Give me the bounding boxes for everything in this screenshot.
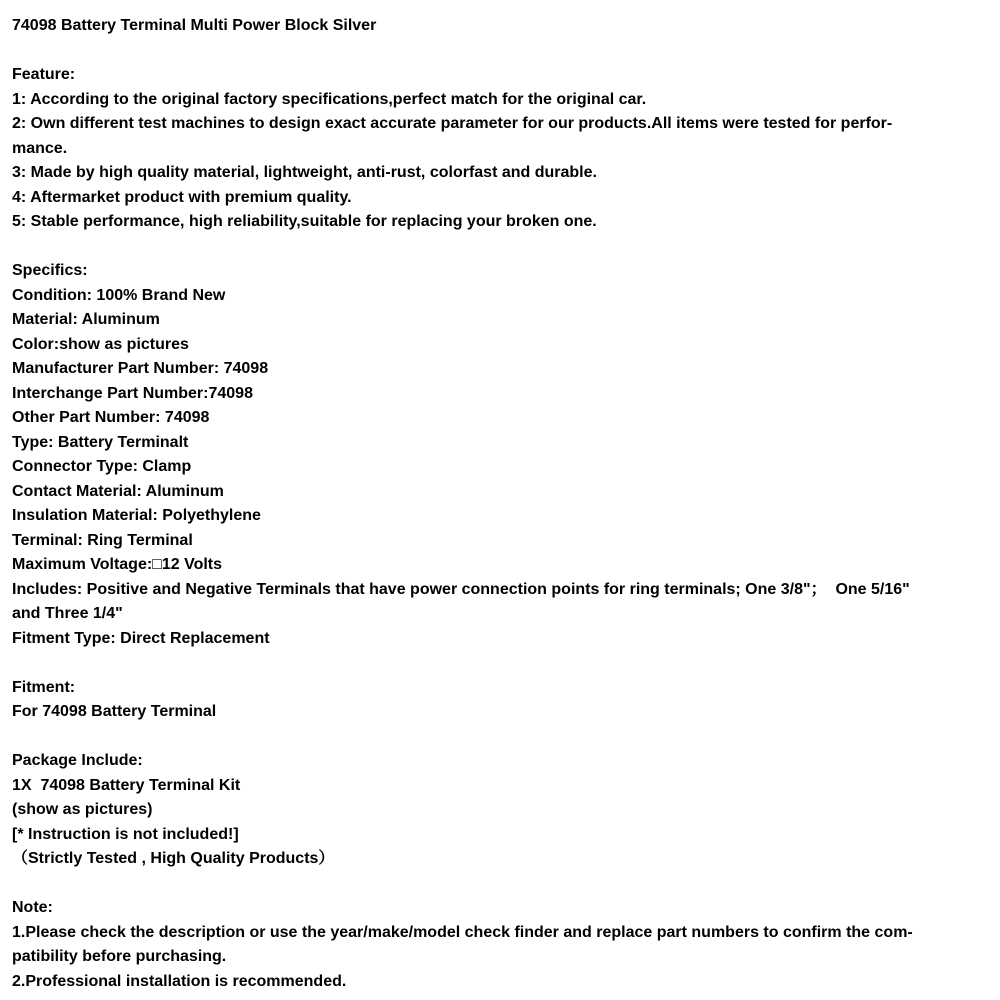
specifics-line: Other Part Number: 74098: [12, 409, 210, 426]
specifics-line: Insulation Material: Polyethylene: [12, 507, 261, 524]
section-heading-package: Package Include:: [12, 752, 143, 769]
feature-line: 1: According to the original factory specifications,perfect match for the original car.: [12, 90, 647, 108]
note-line: 2.Professional installation is recommended.: [12, 972, 347, 990]
specifics-line: Includes: Positive and Negative Terminals that have power connection points for ring terminals; One 3/8"； One 5/16": [12, 580, 910, 598]
specifics-line: Condition: 100% Brand New: [12, 286, 226, 304]
specifics-line: and Three 1/4": [12, 605, 123, 622]
section-feature: [12, 63, 990, 235]
section-heading-note: Note:: [12, 899, 53, 916]
feature-line: 5: Stable performance, high reliability,suitable for replacing your broken one.: [12, 213, 597, 230]
specifics-line: Interchange Part Number:74098: [12, 384, 253, 402]
note-line: patibility before purchasing.: [12, 948, 227, 965]
feature-line: mance.: [12, 139, 68, 157]
section-fitment: [12, 676, 990, 725]
package-line: [* Instruction is not included!]: [12, 825, 239, 843]
specifics-line: Manufacturer Part Number: 74098: [12, 360, 269, 377]
note-line: 1.Please check the description or use the year/make/model check finder and replace part numbers to confirm the com-: [12, 923, 913, 941]
package-line: 1X 74098 Battery Terminal Kit: [12, 776, 241, 794]
product-title: 74098 Battery Terminal Multi Power Block Silver: [12, 17, 377, 34]
specifics-line: Color:show as pictures: [12, 335, 189, 353]
specifics-line: Connector Type: Clamp: [12, 458, 192, 475]
section-heading-feature: Feature:: [12, 66, 76, 83]
specifics-line: Fitment Type: Direct Replacement: [12, 629, 270, 647]
specifics-line: Maximum Voltage:□12 Volts: [12, 556, 223, 573]
specifics-line: Contact Material: Aluminum: [12, 482, 224, 500]
section-heading-specifics: Specifics:: [12, 262, 88, 279]
package-line: (show as pictures): [12, 801, 153, 818]
fitment-line: For 74098 Battery Terminal: [12, 703, 217, 720]
specifics-line: Type: Battery Terminalt: [12, 433, 189, 451]
section-specifics: [12, 259, 990, 651]
section-note: [12, 896, 990, 994]
specifics-line: Terminal: Ring Terminal: [12, 531, 193, 549]
feature-line: 4: Aftermarket product with premium quality.: [12, 188, 352, 206]
section-heading-fitment: Fitment:: [12, 678, 76, 696]
feature-line: 3: Made by high quality material, lightweight, anti-rust, colorfast and durable.: [12, 164, 597, 181]
specifics-line: Material: Aluminum: [12, 311, 160, 328]
package-line: （Strictly Tested , High Quality Products）: [12, 850, 335, 867]
section-package: [12, 749, 990, 872]
feature-line: 2: Own different test machines to design exact accurate parameter for our products.All items were tested for perfor-: [12, 115, 893, 132]
